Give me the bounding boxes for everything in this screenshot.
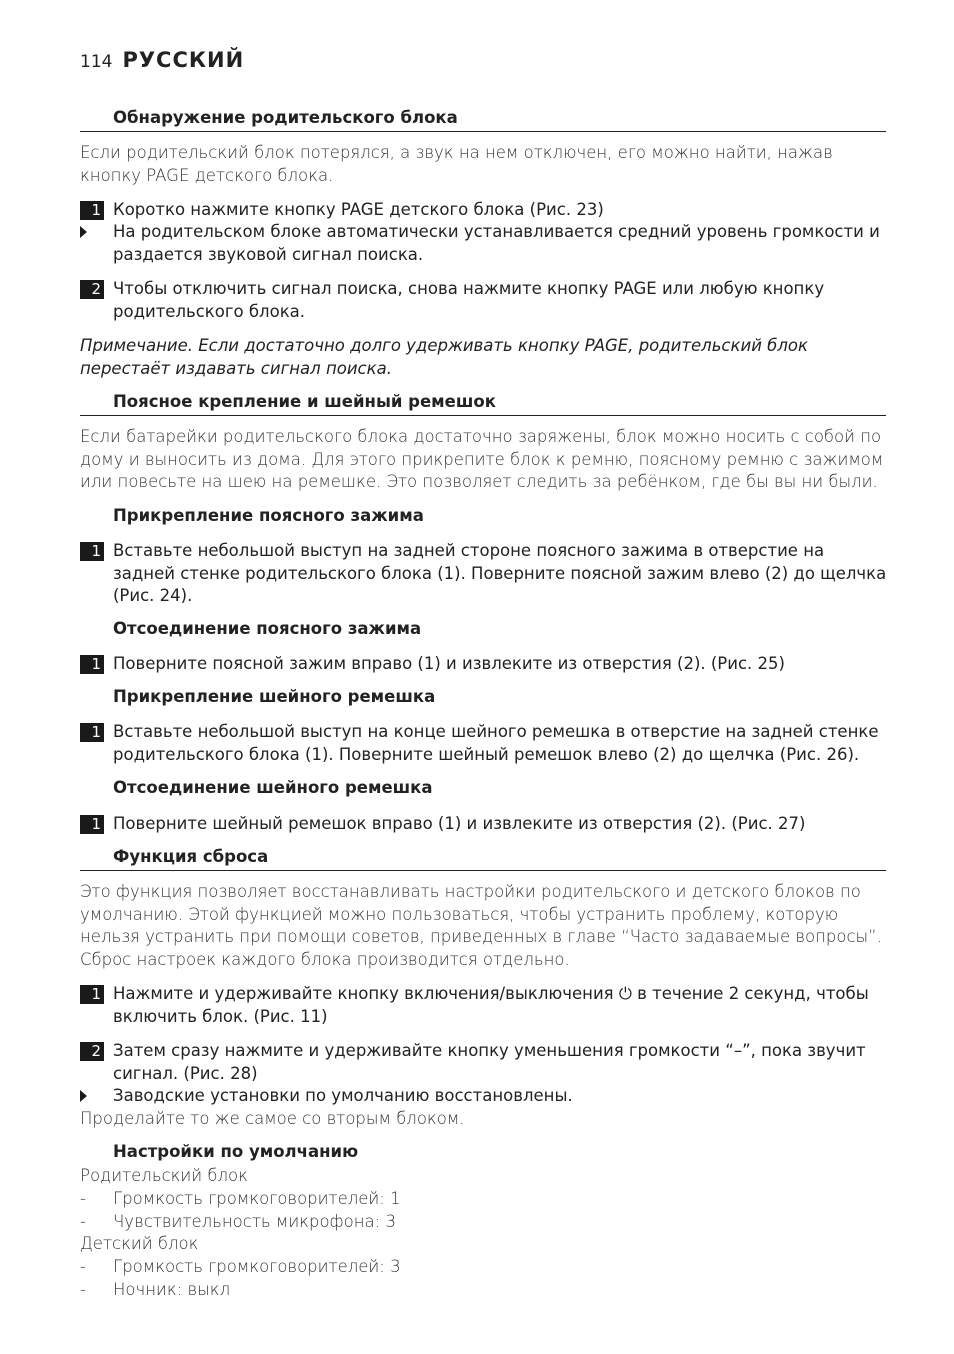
find-note: Примечание. Если достаточно долго удерживать кнопку PAGE, родительский блок перестаёт издавать сигнал поиска. [80,336,808,378]
list-item-text: Громкость громкоговорителей: 3 [113,1257,401,1276]
result-text: На родительском блоке автоматически устанавливается средний уровень громкости и раздается звуковой сигнал поиска. [113,222,880,264]
belt-intro: Если батарейки родительского блока достаточно заряжены, блок можно носить с собой по дому и выносить из дома. Для этого прикрепите блок к ремню, поясному ремню с зажимом или повесьте на шею на ремешке. Это позволяет следить за ребёнком, где бы вы ни были. [80,427,884,492]
detach-clip-step [80,653,890,676]
section-title-belt: Поясное крепление и шейный ремешок [113,392,496,411]
step-number: 1 [80,201,104,220]
subtitle-attach-strap: Прикрепление шейного ремешка [113,687,436,706]
step-number: 1 [80,815,104,834]
step-text: Затем сразу нажмите и удерживайте кнопку уменьшения громкости “–”, пока звучит сигнал. (Рис. 28) [113,1041,866,1083]
step-text: Поверните поясной зажим вправо (1) и извлеките из отверстия (2). (Рис. 25) [113,654,785,673]
find-intro: Если родительский блок потерялся, а звук на нем отключен, его можно найти, нажав кнопку PAGE детского блока. [80,143,833,185]
attach-clip-step [80,540,890,608]
dash-marker: - [80,1212,86,1231]
detach-strap-step [80,813,890,836]
attach-strap-step [80,721,890,766]
step-text: Чтобы отключить сигнал поиска, снова нажмите кнопку PAGE или любую кнопку родительского блока. [113,279,825,321]
list-item [80,1188,401,1211]
find-step-1 [80,199,890,222]
subtitle-detach-clip: Отсоединение поясного зажима [113,619,422,638]
result-bullet-icon [80,221,104,266]
page-header [80,48,244,72]
step-number: 2 [80,280,104,299]
find-step-2 [80,278,890,323]
language-title: РУССКИЙ [122,48,245,72]
list-item-text: Громкость громкоговорителей: 1 [113,1189,401,1208]
dash-marker: - [80,1280,86,1299]
list-item [80,1279,230,1302]
step-number: 1 [80,655,104,674]
subtitle-attach-clip: Прикрепление поясного зажима [113,506,424,525]
step-number: 1 [80,542,104,561]
result-text: Заводские установки по умолчанию восстановлены. [113,1086,573,1105]
section-divider [80,131,886,132]
step-number: 1 [80,723,104,742]
parent-unit-label: Родительский блок [80,1166,248,1185]
section-divider [80,870,886,871]
list-item [80,1211,396,1234]
find-result-1 [80,221,890,266]
list-item [80,1256,401,1279]
section-divider [80,415,886,416]
reset-result [80,1085,890,1108]
dash-marker: - [80,1257,86,1276]
page-number: 114 [80,52,113,72]
section-title-find: Обнаружение родительского блока [113,108,458,127]
reset-step-1 [80,983,890,1028]
result-bullet-icon [80,1085,104,1108]
reset-intro: Это функция позволяет восстанавливать настройки родительского и детского блоков по умолчанию. Этой функцией можно пользоваться, чтобы устранить проблему, которую нельзя устранить при помощи советов, приведенных в главе “Часто задаваемые вопросы”. Сброс настроек каждого блока производится отдельно. [80,882,882,970]
step-number: 2 [80,1042,104,1061]
step-text: Поверните шейный ремешок вправо (1) и извлеките из отверстия (2). (Рис. 27) [113,814,806,833]
step-text: Нажмите и удерживайте кнопку включения/выключения ⏻ в течение 2 секунд, чтобы включить блок. (Рис. 11) [113,984,869,1026]
reset-step-2 [80,1040,890,1085]
step-text: Вставьте небольшой выступ на задней стороне поясного зажима в отверстие на задней стенке родительского блока (1). Поверните поясной зажим влево (2) до щелчка (Рис. 24). [113,541,887,606]
baby-unit-label: Детский блок [80,1234,199,1253]
step-number: 1 [80,985,104,1004]
subtitle-detach-strap: Отсоединение шейного ремешка [113,778,433,797]
list-item-text: Ночник: выкл [113,1280,231,1299]
subtitle-defaults: Настройки по умолчанию [113,1142,359,1161]
list-item-text: Чувствительность микрофона: 3 [113,1212,396,1231]
dash-marker: - [80,1189,86,1208]
reset-repeat: Проделайте то же самое со вторым блоком. [80,1109,465,1128]
step-text: Коротко нажмите кнопку PAGE детского блока (Рис. 23) [113,200,604,219]
section-title-reset: Функция сброса [113,847,269,866]
step-text: Вставьте небольшой выступ на конце шейного ремешка в отверстие на задней стенке родительского блока (1). Поверните шейный ремешок влево (2) до щелчка (Рис. 26). [113,722,879,764]
